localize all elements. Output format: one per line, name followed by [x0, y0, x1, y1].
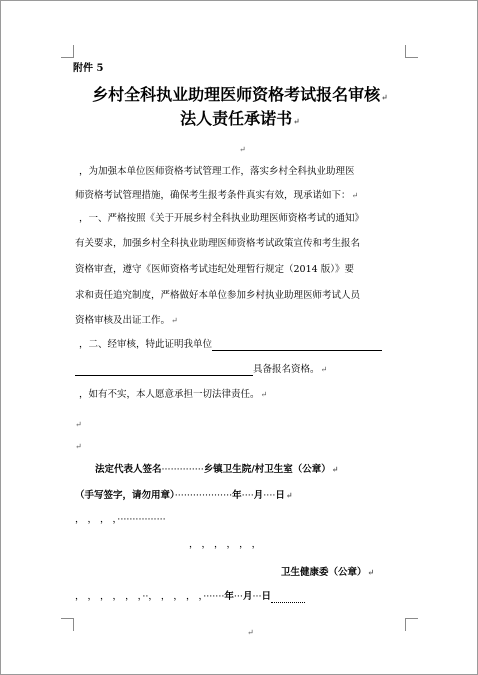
health-committee-seal: 卫生健康委（公章）↵	[281, 567, 375, 578]
bottom-date-row: ， ， ， ， ， ，··， ， ， ， ，·······年···月···日	[75, 591, 305, 603]
signature-row: 法定代表人签名··············乡镇卫生院/村卫生室（公章）↵	[95, 464, 339, 475]
crop-mark-bottom-left	[61, 618, 74, 631]
item1-line-4: 求和责任追究制度，严格做好本单位参加乡村执业助理医师考试人员	[75, 290, 361, 301]
filler-row-1: ， ， ， ，················	[75, 514, 166, 525]
item1-line-3: 资格审查，遵守《医师资格考试违纪处理暂行规定（2014 版）》要	[75, 264, 354, 275]
item2-line-1: ，二、经审核，特此证明我单位	[79, 339, 382, 351]
blank-paragraph-mark: ↵	[239, 145, 246, 154]
blank-paragraph-mark: ↵	[247, 628, 254, 637]
seal-unit-label: 乡镇卫生院/村卫生室（公章）	[203, 464, 331, 475]
document-title-line-1: 乡村全科执业助理医师资格考试报名审核↵	[92, 85, 388, 104]
intro-paragraph-line-1: ，为加强本单位医师资格考试管理工作，落实乡村全科执业助理医	[79, 166, 355, 177]
item2-line-2: 具备报名资格。↵	[75, 364, 327, 376]
filler-row-2: ， ， ， ， ， ，	[189, 539, 262, 550]
crop-mark-top-left	[61, 45, 74, 58]
item1-line-2: 有关要求，加强乡村全科执业助理医师资格考试政策宣传和考生报名	[75, 238, 361, 249]
blank-paragraph-mark: ↵	[75, 420, 82, 429]
promise-line: ，如有不实，本人愿意承担一切法律责任。↵	[79, 389, 268, 400]
signature-note: （手写签字，请勿用章）	[75, 490, 175, 501]
item1-line-1: ，一、严格按照《关于开展乡村全科执业助理医师资格考试的通知》	[79, 213, 365, 224]
signature-label: 法定代表人签名	[95, 464, 162, 475]
document-title-line-2: 法人责任承诺书↵	[180, 109, 300, 128]
signature-note-row: （手写签字，请勿用章）···················年····月····日↵	[75, 490, 293, 501]
crop-mark-top-right	[405, 45, 418, 58]
item1-line-5: 资格审核及出证工作。↵	[75, 315, 178, 326]
attachment-label: 附件 5	[73, 63, 104, 74]
intro-paragraph-line-2: 师资格考试管理措施，确保考生报考条件真实有效，现承诺如下：↵	[75, 190, 359, 201]
crop-mark-bottom-right	[405, 618, 418, 631]
blank-paragraph-mark: ↵	[75, 442, 82, 451]
